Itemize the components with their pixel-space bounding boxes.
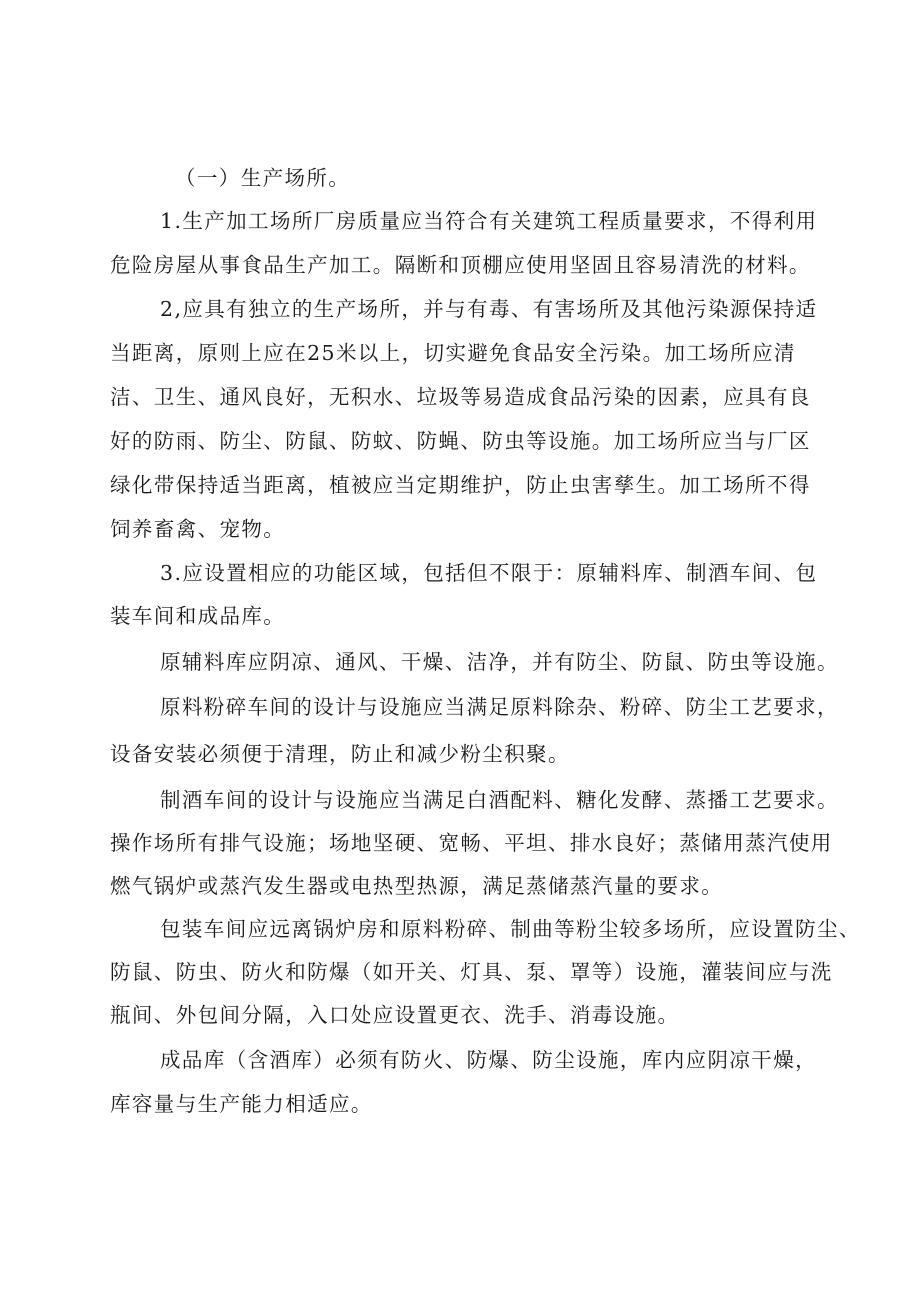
paragraph-line: 当距离，原则上应在25米以上，切实避免食品安全污染。加工场所应清 [110,341,796,365]
paragraph-line: 制酒车间的设计与设施应当满足白酒配料、糖化发酵、蒸播工艺要求。 [160,788,839,812]
paragraph-line: 防鼠、防虫、防火和防爆（如开关、灯具、泵、罩等）设施，灌装间应与洗 [110,960,833,984]
paragraph-line: 绿化带保持适当距离，植被应当定期维护，防止虫害孳生。加工场所不得 [110,473,811,497]
paragraph-line: 燃气锅炉或蒸汽发生器或电热型热源，满足蒸储蒸汽量的要求。 [110,874,724,898]
paragraph-line: 设备安装必须便于清理，防止和减少粉尘积聚。 [110,742,570,766]
paragraph-line: 操作场所有排气设施；场地坚硬、宽畅、平坦、排水良好；蒸储用蒸汽使用 [110,831,833,855]
section-heading: （一）生产场所。 [175,166,351,190]
paragraph-line: 洁、卫生、通风良好，无积水、垃圾等易造成食品污染的因素，应具有良 [110,385,811,409]
paragraph-line: 成品库（含酒库）必须有防火、防爆、防尘设施，库内应阴凉干燥， [160,1048,817,1072]
paragraph-line: 饲养畜禽、宠物。 [110,517,286,541]
paragraph-line: 装车间和成品库。 [110,604,286,628]
paragraph-line: 好的防雨、防尘、防鼠、防蚊、防蝇、防虫等设施。加工场所应当与厂区 [110,429,811,453]
paragraph-line: 2,应具有独立的生产场所，并与有毒、有害场所及其他污染源保持适 [160,297,818,321]
paragraph-line: 原辅料库应阴凉、通风、干燥、洁净，并有防尘、防鼠、防虫等设施。 [160,650,839,674]
paragraph-line: 原料粉碎车间的设计与设施应当满足原料除杂、粉碎、防尘工艺要求， [160,695,839,719]
paragraph-line: 库容量与生产能力相适应。 [110,1092,373,1116]
paragraph-line: 1.生产加工场所厂房质量应当符合有关建筑工程质量要求，不得利用 [160,209,818,233]
paragraph-line: 危险房屋从事食品生产加工。隔断和顶棚应使用坚固且容易清洗的材料。 [110,253,811,277]
paragraph-line: 瓶间、外包间分隔，入口处应设置更衣、洗手、消毒设施。 [110,1003,680,1027]
paragraph-line: 3.应设置相应的功能区域，包括但不限于：原辅料库、制酒车间、包 [160,561,818,585]
paragraph-line: 包装车间应远离锅炉房和原料粉碎、制曲等粉尘较多场所，应设置防尘、 [160,917,861,941]
